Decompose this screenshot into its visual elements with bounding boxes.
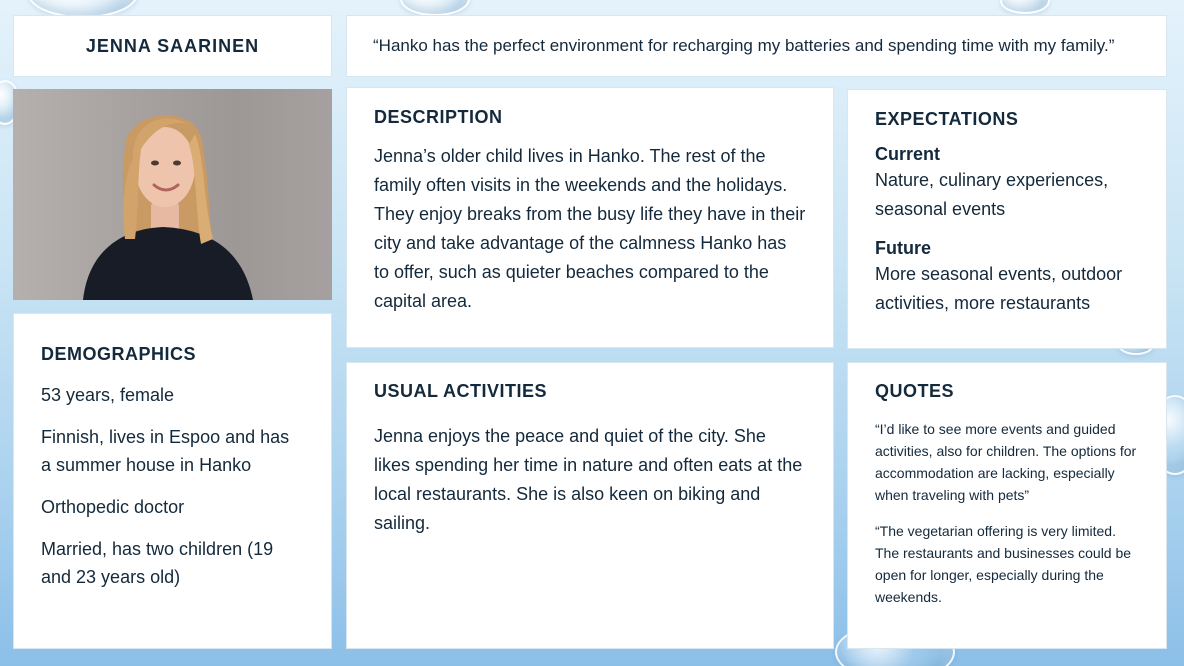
demographics-item-family: Married, has two children (19 and 23 years old): [41, 539, 274, 587]
persona-name-card: [13, 15, 332, 77]
persona-tagline-card: [346, 15, 1167, 77]
description-card: [346, 87, 834, 348]
demographics-item-age: 53 years, female: [41, 385, 175, 405]
demographics-card: [13, 313, 332, 649]
demographics-list: [41, 381, 304, 591]
description-heading: DESCRIPTION: [374, 107, 503, 127]
usual-activities-text: Jenna enjoys the peace and quiet of the city. She likes spending her time in nature and often eats at the local restaurants. She is also keen on biking and sailing.: [374, 426, 803, 533]
quotes-heading: QUOTES: [875, 381, 955, 401]
expectations-future-label: Future: [875, 238, 931, 258]
persona-name: JENNA SAARINEN: [85, 35, 260, 56]
demographics-item-occupation: Orthopedic doctor: [41, 497, 185, 517]
quote-item: “The vegetarian offering is very limited. The restaurants and businesses could be open for longer, especially during the weekends.: [875, 523, 1132, 605]
persona-portrait-photo: [13, 89, 332, 300]
water-bubble-decoration: [1000, 0, 1050, 14]
description-text: Jenna’s older child lives in Hanko. The rest of the family often visits in the weekends and the holidays. They enjoy breaks from the busy life they have in their city and take advantage of the calmness Hanko has to offer, such as quieter beaches compared to the capital area.: [374, 146, 806, 311]
usual-activities-heading: USUAL ACTIVITIES: [374, 381, 548, 401]
expectations-heading: EXPECTATIONS: [875, 109, 1019, 129]
water-bubble-decoration: [400, 0, 470, 16]
expectations-future-text: More seasonal events, outdoor activities, more restaurants: [875, 264, 1123, 313]
persona-tagline: “Hanko has the perfect environment for recharging my batteries and spending time with my family.”: [373, 36, 1115, 55]
demographics-heading: DEMOGRAPHICS: [41, 344, 197, 364]
expectations-current-label: Current: [875, 144, 941, 164]
quote-item: “I’d like to see more events and guided activities, also for children. The options for accommodation are lacking, especially when traveling with pets”: [875, 421, 1137, 503]
usual-activities-card: [346, 362, 834, 649]
portrait-illustration: [13, 89, 332, 300]
expectations-card: [847, 89, 1167, 349]
quotes-card: [847, 362, 1167, 649]
expectations-current-text: Nature, culinary experiences, seasonal events: [875, 170, 1109, 219]
demographics-item-residence: Finnish, lives in Espoo and has a summer house in Hanko: [41, 427, 290, 475]
